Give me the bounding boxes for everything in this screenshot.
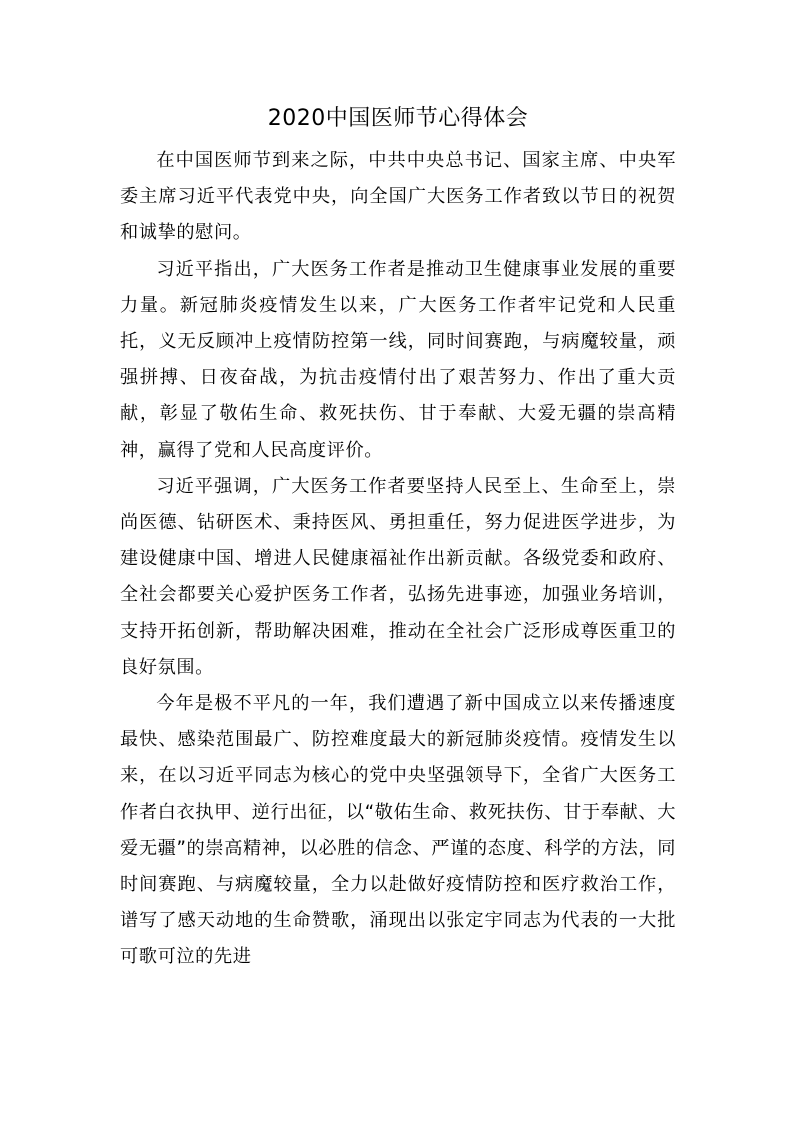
document-title: 2020中国医师节心得体会 <box>267 106 529 131</box>
paragraph-1: 在中国医师节到来之际，中共中央总书记、国家主席、中央军委主席习近平代表党中央，向全国广大医务工作者致以节日的祝贺和诚挚的慰问。 <box>120 150 676 244</box>
paragraph-2: 习近平指出，广大医务工作者是推动卫生健康事业发展的重要力量。新冠肺炎疫情发生以来，广大医务工作者牢记党和人民重托，义无反顾冲上疫情防控第一线，同时间赛跑，与病魔较量，顽强拼搏、日夜奋战，为抗击疫情付出了艰苦努力、作出了重大贡献，彰显了敬佑生命、救死扶伤、甘于奉献、大爱无疆的崇高精神，赢得了党和人民高度评价。 <box>120 258 676 461</box>
paragraph-4: 今年是极不平凡的一年，我们遭遇了新中国成立以来传播速度最快、感染范围最广、防控难度最大的新冠肺炎疫情。疫情发生以来，在以习近平同志为核心的党中央坚强领导下，全省广大医务工作者白衣执甲、逆行出征，以“敬佑生命、救死扶伤、甘于奉献、大爱无疆”的崇高精神，以必胜的信念、严谨的态度、科学的方法，同时间赛跑、与病魔较量，全力以赴做好疫情防控和医疗救治工作，谱写了感天动地的生命赞歌，涌现出以张定宇同志为代表的一大批可歌可泣的先进 <box>120 693 676 968</box>
document-body <box>120 103 676 976</box>
paragraph-3: 习近平强调，广大医务工作者要坚持人民至上、生命至上，崇尚医德、钻研医术、秉持医风、勇担重任，努力促进医学进步，为建设健康中国、增进人民健康福祉作出新贡献。各级党委和政府、全社会都要关心爱护医务工作者，弘扬先进事迹，加强业务培训，支持开拓创新，帮助解决困难，推动在全社会广泛形成尊医重卫的良好氛围。 <box>120 475 676 678</box>
